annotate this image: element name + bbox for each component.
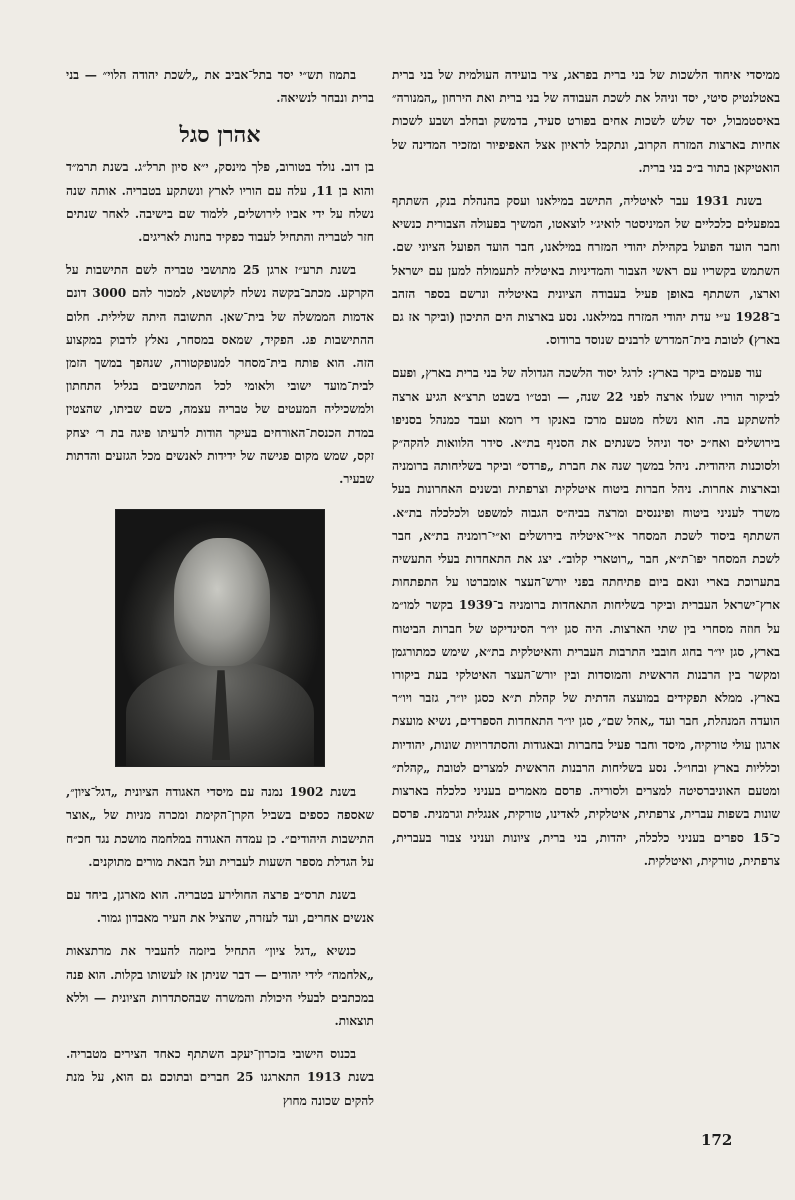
page-number: 172 <box>701 1131 733 1149</box>
left-paragraph-5: כנשיא „דגל ציון״ התחיל ביזמה להעביר את מרתצאות „אלחמה״ לידי יהודים — דבר שניתן אז לעשותו בקלות. הוא פנה במכתבים לבעלי היכולת והמשרה שבהסתדרות הציונית — וללא תוצאות. <box>66 944 374 1029</box>
left-paragraph-6: בכנוס הישובי בזכרון־יעקב השתתף כאחד הצירים מטבריה. בשנת 1913 התארגנו 25 חברים ובתוכם גם הוא, על מנת להקים שכונה מחוץ <box>66 1047 374 1108</box>
left-paragraph-0: בתמוז תש״י יסד בתל־אביב את „לשכת יהודה הלוי״ — בני ברית ונבחר לנשיאה. <box>66 68 374 106</box>
left-column <box>66 64 374 1123</box>
biography-heading: אהרן סגל <box>179 122 261 149</box>
portrait-face <box>174 538 270 666</box>
right-paragraph-3: עוד פעמים ביקר בארץ: לרגל יסוד הלשכה הגדולה של בני ברית בארץ, ופעם לביקור הוריו שעלו ארצה לפני 22 שנה, — ובט״ו בשבט תרצ״א הגיע ארצה להשתקע בה. הוא נשלח מטעם מרכז באנקו די רומא ועבד כמנהל בסניפו בירושלים ואח״כ יסד וניהל כשנתים את הסניף בת״א. סידר הלוואות להקה״ק ולסוכנות היהודית. ניהל במשך שנה את חברת „פרדס״ וביקר בשליחותה ברומניה ובארצות אחרות. ניהל חברות ביטוח איטלקית וצרפתית ובשנים האחרונות בעל משרד לעניני ביטוח ופיננסים ומרצה בביה״ס הגבוה למשפט ולכלכלה בת״א. השתתף ביסוד לשכת המסחר א״י־איטליה בירושלים וא״י־רומניה בת״א, חבר לשכת המסחר יפו־ת״א, חבר „רוטארי קלוב״. יצג את התאחדות בעלי התעשיה בתערוכת בארי ונאם ביום פתיחתה בפני יורש־העצר אומברטו על התפתחות ארץ־ישראל העברית וביקר בשליחות התאחדות ברומניה ב־1939 בקשר למו״מ על חוזה מסחרי בין שתי הארצות. היה סגן יו״ר הסינדיקט של חברות הביטוח בארץ, סגן יו״ר בחוג חובבי התרבות העברית והאיטלקית בת״א, שימש כמתורגמן ומקשר בין הרבנות הראשית והמוסדות ובין יורש־העצר האיטלקי בעת ביקורו בארץ. ממלא תפקידים במועצה הדתית של קהלת ת״א כסגן יו״ר, גזבר ויו״ר הועדה המנהלת, חבר ועד „אהל שם״, סגן יו״ר התאחדות הספרדים, נשיא מועצת ארגון עולי טורקיה, מיסד וחבר פעיל בחברות ובאגודות והסתדרויות שונות, יהודיות וכלליות בארץ ובחו״ל. נסע בשליחות הרבנות הראשית למצרים לטובת „קהלת״ ומטעם האוניברסיטה למצרים ולסוריה. פרסם מאמרים בעניני כלכלה בארצות שונות בשפות עברית, צרפתית, איטלקית, לאדינו, טורקית, אנגלית וגרמנית. פרסם כ־15 ספרים בעניני כלכלה, יהדות, בני ברית, ציונות ועניני צבור בעברית, צרפתית, טורקית, ואיטלקית. <box>392 366 780 868</box>
portrait-photo-icon <box>115 509 325 767</box>
right-column <box>392 64 780 883</box>
left-paragraph-2: בשנת תרע״ז ארגן 25 מתושבי טבריה לשם התישבות על הקרקע. מכתב־בקשה נשלח לקושטא, למכור להם 3000 דונם אדמות הממשלה של בית־שאן. התשובה היתה שלילית. חלום ההתישבות פג. הפקיד, שמאס במסחר, נאלץ לדבוק במקצוע הזה. הוא פותח בית־מסחר למנופקטורה, שנהפך במשך הזמן לבית־מועד ישובי ולאומי לכל המתישבים בגליל התחתון ולמשכיליה המעטים של טבריה עצמה, כשם שביתו, שהצטין במדת הכנסת־האורחים בעיקר הודות לרעיתו פיגה בת ר׳ יצחק זקס, שמש מקום פגישה של ידידות לאנשים מכל הגזעים והדתות שבעיר. <box>66 263 374 487</box>
left-paragraph-1: בן דוב. נולד בטורוב, פלך מינסק, י״א סיון תרל״ג. בשנת תרמ״ד והוא בן 11, עלה עם הוריו לארץ ונשתקע בטבריה. אותה שנה נשלח על ידי אביו לירושלים, ללמוד שם בישיבה. לאחר שנתים חזר לטבריה והתחיל לעבוד כפקיד בחנות לאריגים. <box>66 160 374 245</box>
left-paragraph-3: בשנת 1902 נמנה עם מיסדי האגודה הציונית „דגל־ציון״, שאספה כספים בשביל הקרן־הקימת ומכרה מניות של „אוצר התישבות היהודים״. כן עמדה האגודה במלחמה מושכת נגד חכ״ח על הגדלת מספר השעות לעברית ועל הבאת מורים מתוקנים. <box>66 785 374 869</box>
right-paragraph-1: ממיסדי איחוד הלשכות של בני ברית בפראג, ציר בועידה העולמית של בני ברית באטלנטיק סיטי, יסד וניהל את לשכת העבודה של בני ברית ואת הירחון „המנורה״ באיסטמבול, יסד שלש לשכות אחים בפורט סעיד, בדמשק ובחלב ושבע לשכות אחיות בארצות המזרח הקרוב, ונתקבל לראיון אצל האפיפיור ומזכיר המדינה של הואטיקאן בתור ב״כ בני ברית. <box>392 68 780 175</box>
left-paragraph-4: בשנת תרס״ב פרצה החולירע בטבריה. הוא מארגן, ביחד עם אנשים אחרים, ועד לעזרה, שהציל את העיר מאבדון גמור. <box>66 888 374 926</box>
right-paragraph-2: בשנת 1931 עבר לאיטליה, התישב במילאנו ועסק בהנהלת בנק, השתתף במפעלים כלכליים של המיניסטר לואיג׳י לוצאטו, המשיך בפעולה הצבורית כנשיא וחבר הועד הפועל בקהילת יהודי המזרח במילאנו, חבר הועד הפועל הציוני שם. השתמש בקשריו עם ראשי הצבור והמדיניות באיטליה לתעמולה למען עם ישראל וארצו, השתתף באופן פעיל בעבודה הציונית באיטליה ונרשם בספר הזהב ב־1928 ע״י עדת יהודי המזרח במילאנו. נסע בארצות הים התיכון (וביקר אז גם בארץ) לטובת בית־המדרש לרבנים שנוסד ברודוס. <box>392 194 780 348</box>
